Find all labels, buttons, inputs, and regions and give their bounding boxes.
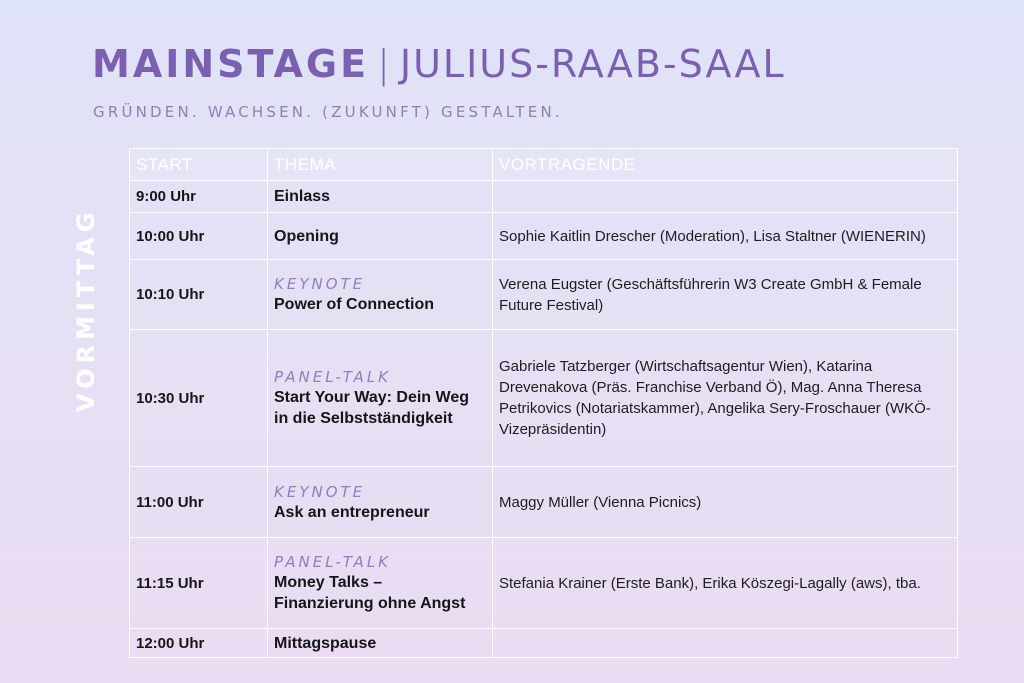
column-header-vortragende: VORTRAGENDE: [493, 149, 958, 181]
speakers-cell: Gabriele Tatzberger (Wirtschaftsagentur Wien), Katarina Drevenakova (Präs. Franchise Verband Ö), Mag. Anna Theresa Petrikovics (Notariatskammer), Angelika Sery-Froschauer (WKÖ-Vizepräsidentin): [493, 330, 958, 467]
table-row: [130, 213, 958, 260]
table-row: [130, 538, 958, 629]
topic-title: Start Your Way: Dein Weg in die Selbstständigkeit: [274, 389, 469, 427]
start-time: 10:30 Uhr: [130, 330, 268, 467]
speakers-cell: Sophie Kaitlin Drescher (Moderation), Lisa Staltner (WIENERIN): [493, 213, 958, 260]
topic-cell: [268, 260, 493, 330]
topic-cell: [268, 538, 493, 629]
page-title: [92, 42, 786, 86]
topic-cell: [268, 629, 493, 658]
table-row: [130, 629, 958, 658]
subtitle: GRÜNDEN. WACHSEN. (ZUKUNFT) GESTALTEN.: [93, 103, 563, 121]
table-row: [130, 260, 958, 330]
speakers-cell: [493, 181, 958, 213]
topic-cell: [268, 467, 493, 538]
start-time: 11:00 Uhr: [130, 467, 268, 538]
topic-title: Mittagspause: [274, 634, 377, 652]
start-time: 9:00 Uhr: [130, 181, 268, 213]
table-row: [130, 467, 958, 538]
speakers-cell: [493, 629, 958, 658]
column-header-thema: THEMA: [268, 149, 493, 181]
speakers-cell: Stefania Krainer (Erste Bank), Erika Köszegi-Lagally (aws), tba.: [493, 538, 958, 629]
topic-cell: [268, 330, 493, 467]
table-row: [130, 330, 958, 467]
column-header-start: START: [130, 149, 268, 181]
start-time: 12:00 Uhr: [130, 629, 268, 658]
session-type: PANEL-TALK: [274, 553, 392, 571]
title-separator: |: [377, 42, 392, 86]
session-type: KEYNOTE: [274, 482, 366, 501]
table-header-row: [130, 149, 958, 181]
hall-name: JULIUS-RAAB-SAAL: [399, 42, 786, 86]
start-time: 11:15 Uhr: [130, 538, 268, 629]
topic-title: Opening: [274, 227, 339, 245]
topic-title: Power of Connection: [274, 296, 434, 313]
table-row: [130, 181, 958, 213]
session-type: PANEL-TALK: [274, 368, 392, 386]
stage-name: MAINSTAGE: [92, 42, 370, 86]
start-time: 10:10 Uhr: [130, 260, 268, 330]
topic-title: Ask an entrepreneur: [274, 503, 430, 521]
session-type: KEYNOTE: [274, 275, 366, 293]
schedule-table: [129, 148, 958, 658]
topic-title: Money Talks – Finanzierung ohne Angst: [274, 574, 466, 612]
topic-title: Einlass: [274, 188, 331, 205]
section-label-vormittag: VORMITTAG: [72, 207, 100, 412]
start-time: 10:00 Uhr: [130, 213, 268, 260]
speakers-cell: Verena Eugster (Geschäftsführerin W3 Create GmbH & Female Future Festival): [493, 260, 958, 330]
topic-cell: [268, 213, 493, 260]
speakers-cell: Maggy Müller (Vienna Picnics): [493, 467, 958, 538]
topic-cell: [268, 181, 493, 213]
